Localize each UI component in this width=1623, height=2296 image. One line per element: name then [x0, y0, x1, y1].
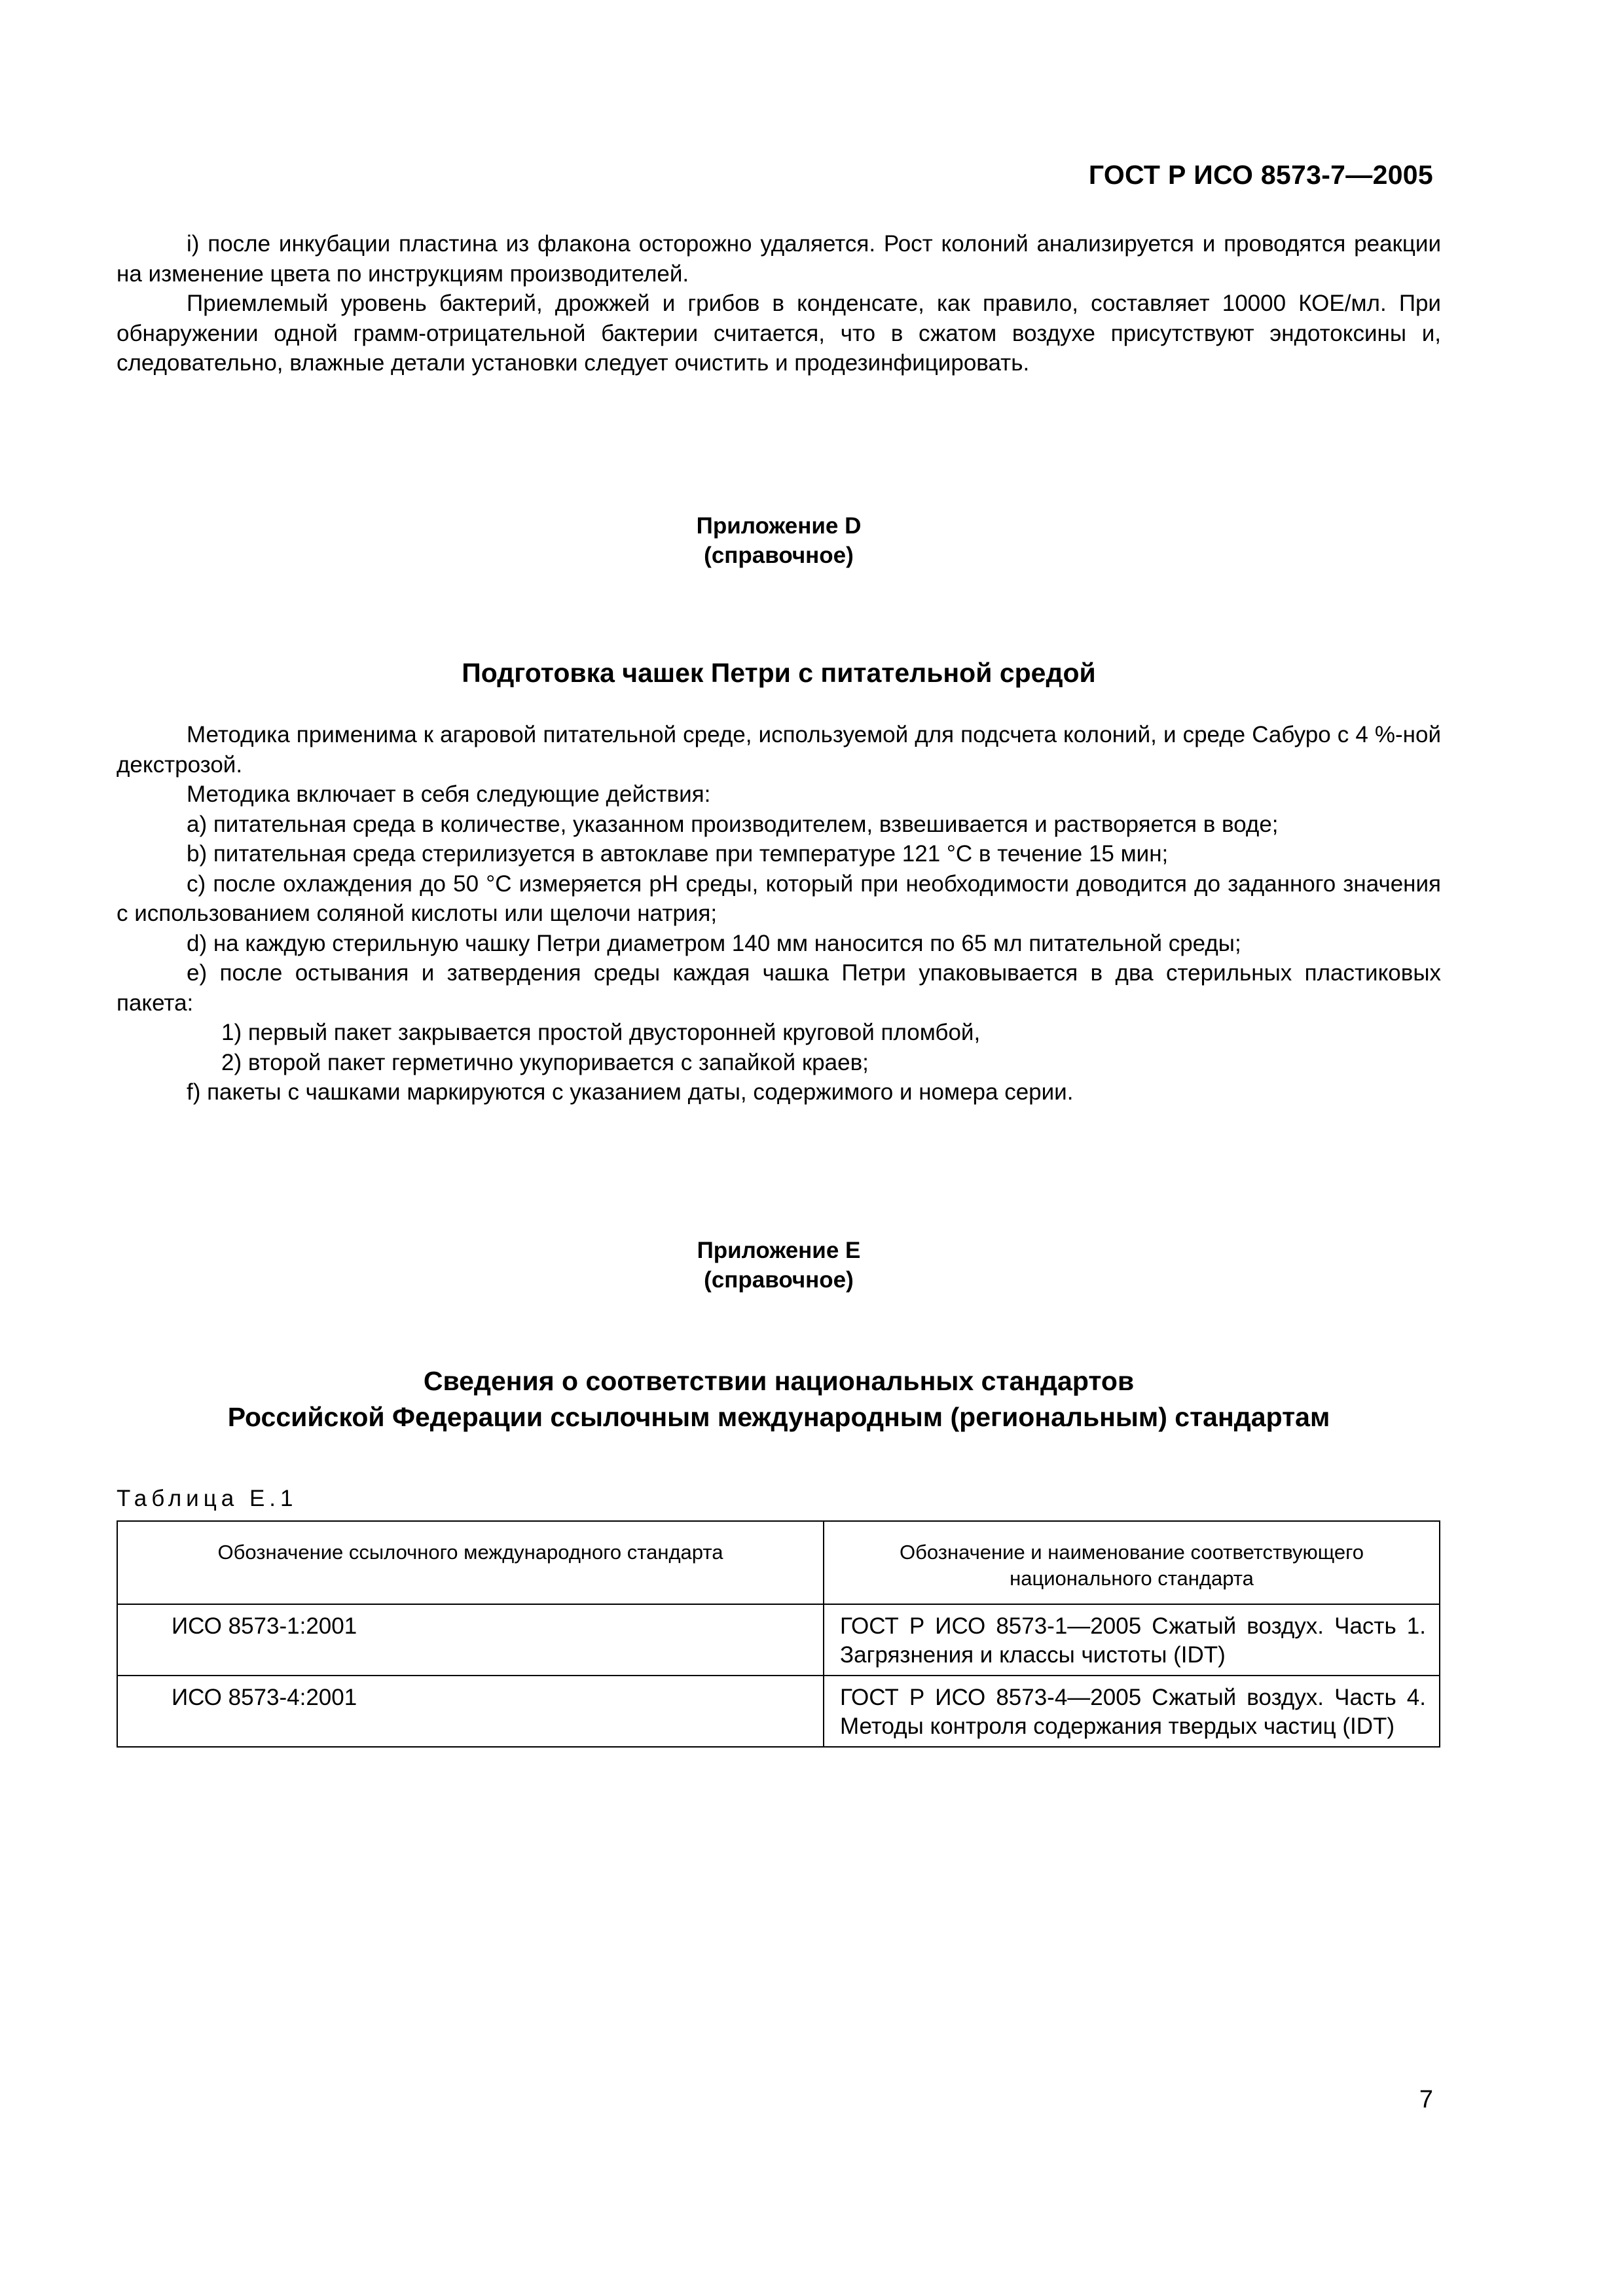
appendix-e-label: Приложение Е	[697, 1238, 861, 1263]
table-cell-national: ГОСТ Р ИСО 8573-1—2005 Сжатый воздух. Часть 1. Загрязнения и классы чистоты (IDT)	[824, 1604, 1440, 1676]
appendix-d-step-e: e) после остывания и затвердения среды каждая чашка Петри упаковывается в два стерильных пластиковых пакета:	[117, 960, 1441, 1016]
document-header: ГОСТ Р ИСО 8573-7—2005	[1088, 160, 1433, 190]
page-number: 7	[1419, 2086, 1433, 2113]
table-header-cell: Обозначение и наименование соответствующего национального стандарта	[824, 1521, 1440, 1604]
standards-table	[117, 1520, 1440, 1748]
appendix-d-paragraph: Методика включает в себя следующие действия:	[187, 781, 711, 807]
appendix-d-step-a: a) питательная среда в количестве, указанном производителем, взвешивается и растворяется в воде;	[187, 811, 1279, 837]
appendix-e-title-line-2: Российской Федерации ссылочным международным (региональным) стандартам	[227, 1402, 1330, 1432]
appendix-d-step-d: d) на каждую стерильную чашку Петри диаметром 140 мм наносится по 65 мл питательной среды;	[187, 930, 1241, 956]
appendix-e-title-line-1: Сведения о соответствии национальных стандартов	[423, 1366, 1135, 1396]
table-header-cell: Обозначение ссылочного международного стандарта	[117, 1521, 824, 1604]
intro-paragraph-1: i) после инкубации пластина из флакона осторожно удаляется. Рост колоний анализируется и проводятся реакции на изменение цвета по инструкциям производителей.	[117, 231, 1441, 287]
table-header-row	[117, 1521, 1440, 1604]
appendix-d-subitem-2: 2) второй пакет герметично укупоривается с запайкой краев;	[221, 1049, 869, 1075]
appendix-e-status: (справочное)	[704, 1267, 854, 1293]
appendix-d-step-c: c) после охлаждения до 50 °С измеряется pH среды, который при необходимости доводится до заданного значения с использованием соляной кислоты или щелочи натрия;	[117, 870, 1441, 926]
table-cell-national: ГОСТ Р ИСО 8573-4—2005 Сжатый воздух. Часть 4. Методы контроля содержания твердых частиц (IDT)	[824, 1676, 1440, 1747]
table-row	[117, 1604, 1440, 1676]
appendix-d-step-f: f) пакеты с чашками маркируются с указанием даты, содержимого и номера серии.	[187, 1079, 1074, 1105]
appendix-e-title	[117, 1363, 1441, 1435]
appendix-d-title: Подготовка чашек Петри с питательной средой	[462, 658, 1096, 688]
appendix-d-step-b: b) питательная среда стерилизуется в автоклаве при температуре 121 °С в течение 15 мин;	[187, 841, 1169, 867]
appendix-d-paragraph: Методика применима к агаровой питательной среде, используемой для подсчета колоний, и среде Сабуро с 4 %-ной декстрозой.	[117, 722, 1441, 778]
table-caption: Таблица Е.1	[117, 1486, 298, 1511]
appendix-e-heading	[117, 1236, 1441, 1295]
appendix-d-subitem-1: 1) первый пакет закрывается простой двусторонней круговой пломбой,	[221, 1020, 981, 1045]
table-row	[117, 1676, 1440, 1747]
intro-paragraph-2: Приемлемый уровень бактерий, дрожжей и грибов в конденсате, как правило, составляет 10000 КОЕ/мл. При обнаружении одной грамм-отрицательной бактерии считается, что в сжатом воздухе присутствуют эндотоксины и, следовательно, влажные детали установки следует очистить и продезинфицировать.	[117, 291, 1441, 376]
appendix-d-status: (справочное)	[704, 543, 854, 568]
table-cell-international: ИСО 8573-4:2001	[117, 1676, 824, 1747]
appendix-d-body	[117, 720, 1441, 1107]
table-cell-international: ИСО 8573-1:2001	[117, 1604, 824, 1676]
appendix-d-heading	[117, 511, 1441, 570]
appendix-d-label: Приложение D	[696, 513, 862, 539]
intro-text	[117, 229, 1441, 378]
